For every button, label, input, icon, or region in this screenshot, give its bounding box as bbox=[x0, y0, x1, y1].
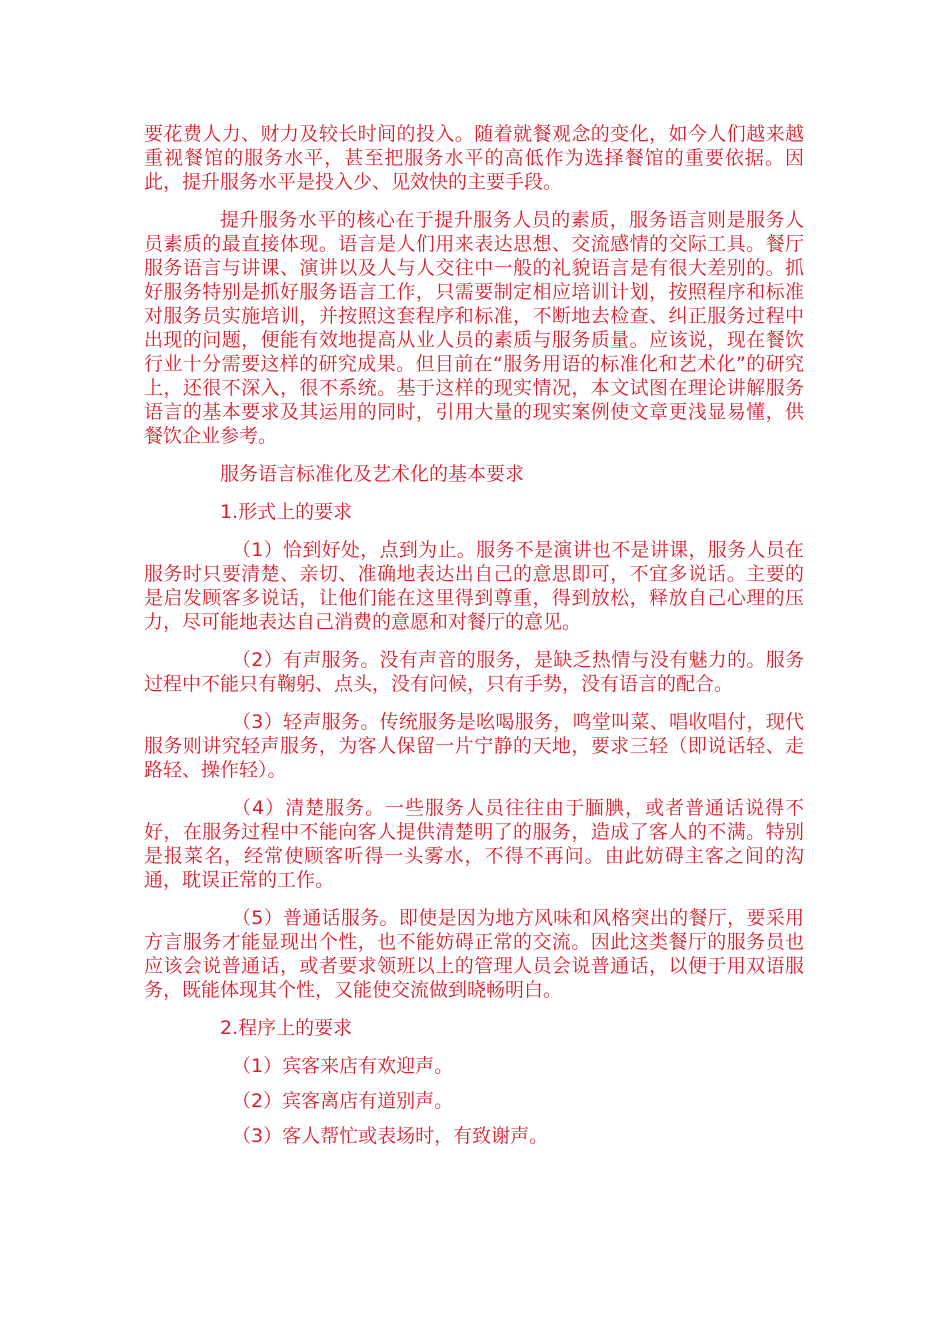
form-item-4: （4）清楚服务。一些服务人员往往由于腼腆，或者普通话说得不好，在服务过程中不能向客人提供清楚明了的服务，造成了客人的不满。特别是报菜名，经常使顾客听得一头雾水，不得不再问。由此妨碍主客之间的沟通，耽误正常的工作。 bbox=[144, 797, 804, 891]
form-item-5: （5）普通话服务。即使是因为地方风味和风格突出的餐厅，要采用方言服务才能显现出个性，也不能妨碍正常的交流。因此这类餐厅的服务员也应该会说普通话，或者要求领班以上的管理人员会说普通话，以便于用双语服务，既能体现其个性，又能使交流做到晓畅明白。 bbox=[144, 907, 804, 1001]
form-item-1: （1）恰到好处，点到为止。服务不是演讲也不是讲课，服务人员在服务时只要清楚、亲切、准确地表达出自己的意思即可，不宜多说话。主要的是启发顾客多说话，让他们能在这里得到尊重，得到放松，释放自己心理的压力，尽可能地表达自己消费的意愿和对餐厅的意见。 bbox=[144, 539, 804, 633]
procedure-item-2: （2）宾客离店有道别声。 bbox=[232, 1090, 454, 1112]
procedure-requirements-heading: 2.程序上的要求 bbox=[220, 1017, 353, 1039]
intro-paragraph-1: 要花费人力、财力及较长时间的投入。随着就餐观念的变化，如今人们越来越重视餐馆的服务水平，甚至把服务水平的高低作为选择餐馆的重要依据。因此，提升服务水平是投入少、见效快的主要手段。 bbox=[144, 123, 804, 193]
form-item-2: （2）有声服务。没有声音的服务，是缺乏热情与没有魅力的。服务过程中不能只有鞠躬、点头，没有问候，只有手势，没有语言的配合。 bbox=[144, 649, 804, 695]
section-title: 服务语言标准化及艺术化的基本要求 bbox=[220, 463, 525, 485]
form-item-3: （3）轻声服务。传统服务是吆喝服务，鸣堂叫菜、唱收唱付，现代服务则讲究轻声服务，为客人保留一片宁静的天地，要求三轻（即说话轻、走路轻、操作轻）。 bbox=[144, 711, 804, 781]
form-requirements-heading: 1.形式上的要求 bbox=[220, 501, 353, 523]
intro-paragraph-2: 提升服务水平的核心在于提升服务人员的素质，服务语言则是服务人员素质的最直接体现。语言是人们用来表达思想、交流感情的交际工具。餐厅服务语言与讲课、演讲以及人与人交往中一般的礼貌语言是有很大差别的。抓好服务特别是抓好服务语言工作，只需要制定相应培训计划，按照程序和标准对服务员实施培训，并按照这套程序和标准，不断地去检查、纠正服务过程中出现的问题，便能有效地提高从业人员的素质与服务质量。应该说，现在餐饮行业十分需要这样的研究成果。但目前在“服务用语的标准化和艺术化”的研究上，还很不深入，很不系统。基于这样的现实情况，本文试图在理论讲解服务语言的基本要求及其运用的同时，引用大量的现实案例使文章更浅显易懂，供餐饮企业参考。 bbox=[144, 209, 804, 447]
procedure-item-3: （3）客人帮忙或表场时，有致谢声。 bbox=[232, 1125, 549, 1147]
document-page bbox=[144, 122, 804, 1159]
procedure-item-1: （1）宾客来店有欢迎声。 bbox=[232, 1055, 454, 1077]
